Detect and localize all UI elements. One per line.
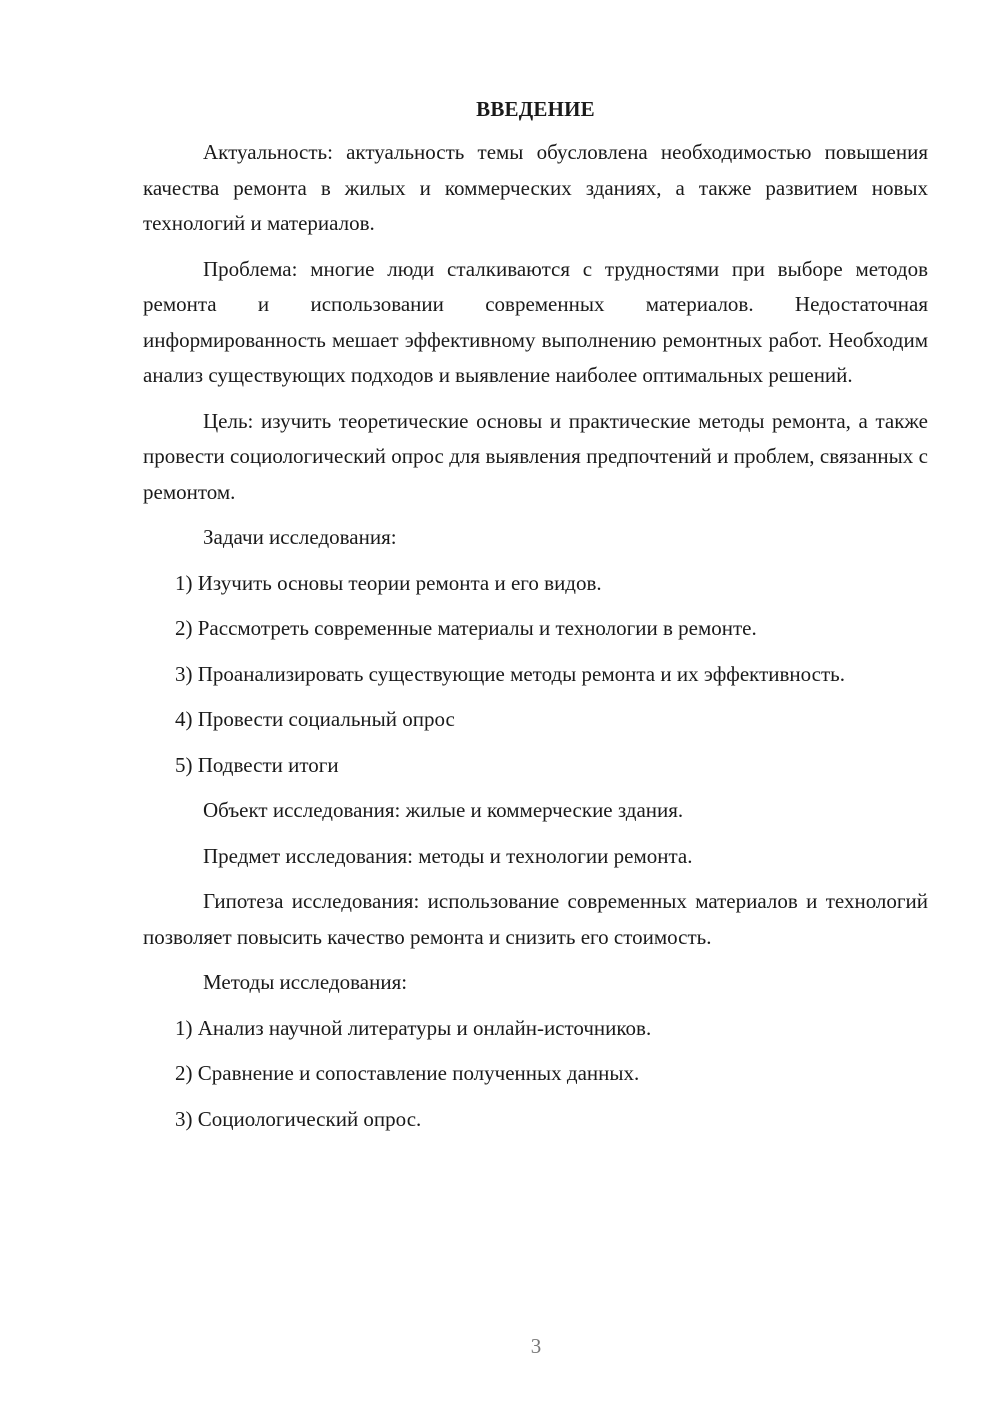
method-item: 3) Социологический опрос. <box>175 1106 422 1131</box>
task-item: 4) Провести социальный опрос <box>175 707 455 731</box>
goal-paragraph: Цель: изучить теоретические основы и практические методы ремонта, а также провести социологический опрос для выявления предпочтений и проблем, связанных с ремонтом. <box>143 408 928 504</box>
task-item: 5) Подвести итоги <box>175 752 339 777</box>
document-page <box>143 92 928 1147</box>
problem-paragraph: Проблема: многие люди сталкиваются с трудностями при выборе методов ремонта и использовании современных материалов. Недостаточная информированность мешает эффективному выполнению ремонтных работ. Необходим анализ существующих подходов и выявление наиболее оптимальных решений. <box>143 256 928 387</box>
hypothesis-paragraph: Гипотеза исследования: использование современных материалов и технологий позволяет повысить качество ремонта и снизить его стоимость. <box>143 889 928 949</box>
task-item: 1) Изучить основы теории ремонта и его видов. <box>175 570 602 595</box>
subject-paragraph: Предмет исследования: методы и технологии ремонта. <box>203 843 693 868</box>
method-item: 1) Анализ научной литературы и онлайн-источников. <box>175 1015 652 1040</box>
methods-heading: Методы исследования: <box>203 970 408 994</box>
tasks-heading: Задачи исследования: <box>203 525 397 549</box>
section-heading: ВВЕДЕНИЕ <box>476 97 595 121</box>
task-item: 3) Проанализировать существующие методы ремонта и их эффективность. <box>175 661 845 686</box>
method-item: 2) Сравнение и сопоставление полученных данных. <box>175 1061 640 1085</box>
page-number: 3 <box>530 1334 542 1358</box>
object-paragraph: Объект исследования: жилые и коммерческие здания. <box>203 798 684 822</box>
task-item: 2) Рассмотреть современные материалы и технологии в ремонте. <box>175 616 757 640</box>
relevance-paragraph: Актуальность: актуальность темы обусловлена необходимостью повышения качества ремонта в жилых и коммерческих зданиях, а также развитием новых технологий и материалов. <box>143 140 928 235</box>
